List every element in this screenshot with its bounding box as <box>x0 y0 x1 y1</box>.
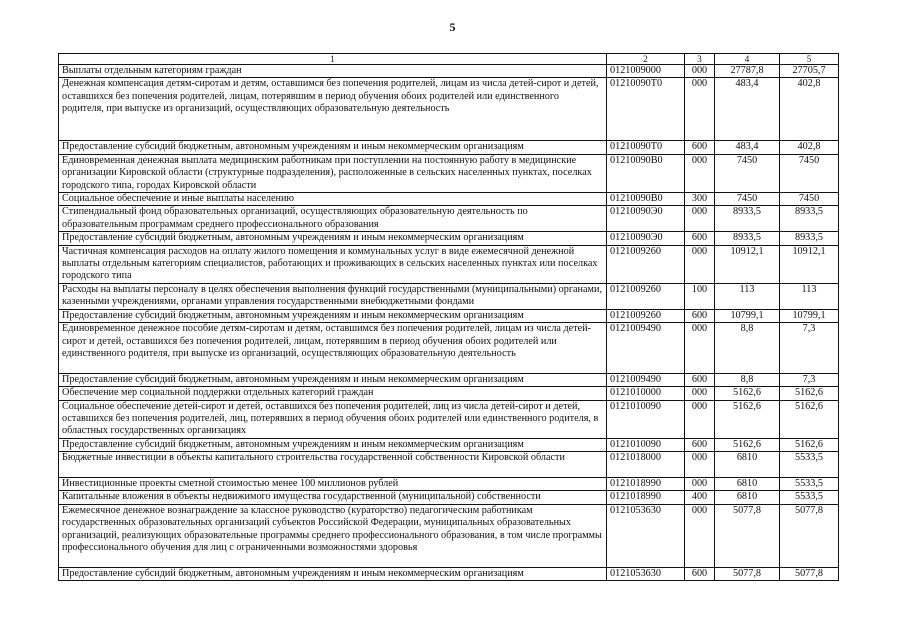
row-amount-1-cell: 5077,8 <box>715 504 780 567</box>
table-row <box>59 387 839 400</box>
row-csr-cell: 01210090Т0 <box>607 141 685 154</box>
row-amount-1-cell: 483,4 <box>715 78 780 141</box>
row-name-cell: Частичная компенсация расходов на оплату жилого помещения и коммунальных услуг в виде ежемесячной денежной выплаты отдельным категориям специалистов, работающих и проживающих в сельских населенных пунктах или поселках городского типа <box>59 245 607 283</box>
row-name-cell: Предоставление субсидий бюджетным, автономным учреждениям и иным некоммерческим организациям <box>59 141 607 154</box>
row-amount-1-cell: 6810 <box>715 491 780 504</box>
table-row <box>59 438 839 451</box>
row-csr-cell: 0121010090 <box>607 438 685 451</box>
row-csr-cell: 0121010000 <box>607 387 685 400</box>
header-col-csr: 2 <box>607 54 685 65</box>
row-name-cell: Капитальные вложения в объекты недвижимого имущества государственной (муниципальной) собственности <box>59 491 607 504</box>
table-row <box>59 504 839 567</box>
row-vr-cell: 600 <box>685 309 715 322</box>
row-vr-cell: 300 <box>685 193 715 206</box>
row-amount-1-cell: 10912,1 <box>715 245 780 283</box>
row-name-cell: Предоставление субсидий бюджетным, автономным учреждениям и иным некоммерческим организациям <box>59 232 607 245</box>
row-vr-cell: 000 <box>685 387 715 400</box>
row-amount-2-cell: 402,8 <box>780 141 839 154</box>
table-row <box>59 232 839 245</box>
row-amount-2-cell: 5533,5 <box>780 477 839 490</box>
row-csr-cell: 0121010090 <box>607 400 685 438</box>
row-name-cell: Расходы на выплаты персоналу в целях обеспечения выполнения функций государственными (муниципальными) органами, казенными учреждениями, органами управления государственными внебюджетными фондами <box>59 283 607 309</box>
row-amount-2-cell: 5162,6 <box>780 400 839 438</box>
row-amount-1-cell: 6810 <box>715 477 780 490</box>
table-row <box>59 78 839 141</box>
row-vr-cell: 400 <box>685 491 715 504</box>
row-csr-cell: 0121053630 <box>607 567 685 580</box>
header-col-amount-2: 5 <box>780 54 839 65</box>
row-csr-cell: 0121009260 <box>607 309 685 322</box>
header-row <box>59 54 839 65</box>
row-amount-1-cell: 8933,5 <box>715 232 780 245</box>
row-vr-cell: 000 <box>685 323 715 374</box>
row-name-cell: Социальное обеспечение и иные выплаты населению <box>59 193 607 206</box>
header-col-amount-1: 4 <box>715 54 780 65</box>
row-vr-cell: 600 <box>685 567 715 580</box>
row-amount-1-cell: 6810 <box>715 452 780 478</box>
row-amount-2-cell: 10799,1 <box>780 309 839 322</box>
table-row <box>59 206 839 232</box>
row-amount-1-cell: 113 <box>715 283 780 309</box>
table-row <box>59 567 839 580</box>
row-csr-cell: 0121009490 <box>607 323 685 374</box>
row-vr-cell: 000 <box>685 452 715 478</box>
table-row <box>59 400 839 438</box>
row-vr-cell: 000 <box>685 504 715 567</box>
row-name-cell: Социальное обеспечение детей-сирот и детей, оставшихся без попечения родителей, лиц из числа детей-сирот и детей, оставшихся без попечения родителей, лиц, потерявших в период обучения обоих родителей или единственного родителя, в областных государственных организациях <box>59 400 607 438</box>
row-name-cell: Инвестиционные проекты сметной стоимостью менее 100 миллионов рублей <box>59 477 607 490</box>
row-amount-1-cell: 483,4 <box>715 141 780 154</box>
row-amount-2-cell: 402,8 <box>780 78 839 141</box>
row-name-cell: Предоставление субсидий бюджетным, автономным учреждениям и иным некоммерческим организациям <box>59 438 607 451</box>
page-number: 5 <box>449 20 456 34</box>
table-row <box>59 141 839 154</box>
row-amount-1-cell: 8,8 <box>715 373 780 386</box>
row-amount-2-cell: 8933,5 <box>780 206 839 232</box>
row-csr-cell: 0121009000 <box>607 65 685 78</box>
row-amount-2-cell: 7450 <box>780 154 839 192</box>
row-amount-2-cell: 5077,8 <box>780 567 839 580</box>
row-amount-2-cell: 8933,5 <box>780 232 839 245</box>
row-vr-cell: 000 <box>685 400 715 438</box>
row-vr-cell: 000 <box>685 245 715 283</box>
row-amount-2-cell: 5162,6 <box>780 438 839 451</box>
row-name-cell: Предоставление субсидий бюджетным, автономным учреждениям и иным некоммерческим организациям <box>59 309 607 322</box>
row-amount-1-cell: 7450 <box>715 193 780 206</box>
row-amount-2-cell: 5162,6 <box>780 387 839 400</box>
row-vr-cell: 000 <box>685 154 715 192</box>
row-csr-cell: 0121018990 <box>607 491 685 504</box>
row-name-cell: Ежемесячное денежное вознаграждение за классное руководство (кураторство) педагогическим работникам государственных образовательных организаций субъектов Российской Федерации, муниципальных образовательных организаций, реализующих образовательные программы среднего профессионального образования, в том числе программы профессионального обучения для лиц с ограниченными возможностями здоровья <box>59 504 607 567</box>
row-csr-cell: 01210090Э0 <box>607 206 685 232</box>
row-csr-cell: 0121018000 <box>607 452 685 478</box>
row-csr-cell: 0121009260 <box>607 245 685 283</box>
row-csr-cell: 0121009260 <box>607 283 685 309</box>
header-col-name: 1 <box>59 54 607 65</box>
row-vr-cell: 600 <box>685 373 715 386</box>
table-row <box>59 65 839 78</box>
row-amount-1-cell: 10799,1 <box>715 309 780 322</box>
row-amount-1-cell: 5162,6 <box>715 400 780 438</box>
budget-table <box>58 53 839 581</box>
table-row <box>59 309 839 322</box>
row-vr-cell: 000 <box>685 78 715 141</box>
row-amount-2-cell: 113 <box>780 283 839 309</box>
table-row <box>59 154 839 192</box>
table-row <box>59 491 839 504</box>
row-vr-cell: 600 <box>685 141 715 154</box>
row-vr-cell: 100 <box>685 283 715 309</box>
row-amount-1-cell: 5162,6 <box>715 438 780 451</box>
row-csr-cell: 01210090В0 <box>607 193 685 206</box>
row-amount-1-cell: 5162,6 <box>715 387 780 400</box>
row-amount-1-cell: 8933,5 <box>715 206 780 232</box>
row-csr-cell: 01210090Э0 <box>607 232 685 245</box>
row-amount-1-cell: 8,8 <box>715 323 780 374</box>
row-amount-2-cell: 10912,1 <box>780 245 839 283</box>
row-amount-2-cell: 5533,5 <box>780 491 839 504</box>
row-amount-1-cell: 27787,8 <box>715 65 780 78</box>
table-row <box>59 283 839 309</box>
row-vr-cell: 600 <box>685 232 715 245</box>
row-name-cell: Единовременное денежное пособие детям-сиротам и детям, оставшимся без попечения родителей, лицам из числа детей-сирот и детей, оставшихся без попечения родителей, лицам, потерявшим в период обучения обоих родителей или единственного родителя, при выпуске из организаций, осуществляющих образовательную деятельность <box>59 323 607 374</box>
row-name-cell: Бюджетные инвестиции в объекты капитального строительства государственной собственности Кировской области <box>59 452 607 478</box>
table-row <box>59 477 839 490</box>
row-vr-cell: 000 <box>685 477 715 490</box>
row-vr-cell: 000 <box>685 65 715 78</box>
row-name-cell: Стипендиальный фонд образовательных организаций, осуществляющих образовательную деятельность по образовательным программам среднего профессионального образования <box>59 206 607 232</box>
row-vr-cell: 000 <box>685 206 715 232</box>
row-name-cell: Выплаты отдельным категориям граждан <box>59 65 607 78</box>
row-name-cell: Денежная компенсация детям-сиротам и детям, оставшимся без попечения родителей, лицам из числа детей-сирот и детей, оставшихся без попечения родителей, лицам, потерявшим в период обучения обоих родителей или единственного родителя, при выпуске из организаций, осуществляющих образовательную деятельность <box>59 78 607 141</box>
table-row <box>59 373 839 386</box>
row-name-cell: Обеспечение мер социальной поддержки отдельных категорий граждан <box>59 387 607 400</box>
row-csr-cell: 0121053630 <box>607 504 685 567</box>
table-row <box>59 323 839 374</box>
row-amount-2-cell: 5077,8 <box>780 504 839 567</box>
row-amount-2-cell: 5533,5 <box>780 452 839 478</box>
row-amount-1-cell: 7450 <box>715 154 780 192</box>
row-vr-cell: 600 <box>685 438 715 451</box>
table-row <box>59 245 839 283</box>
row-csr-cell: 01210090В0 <box>607 154 685 192</box>
row-amount-1-cell: 5077,8 <box>715 567 780 580</box>
table-body <box>59 65 839 581</box>
row-csr-cell: 0121009490 <box>607 373 685 386</box>
table-header <box>59 54 839 65</box>
row-amount-2-cell: 7,3 <box>780 323 839 374</box>
row-name-cell: Предоставление субсидий бюджетным, автономным учреждениям и иным некоммерческим организациям <box>59 373 607 386</box>
row-amount-2-cell: 27705,7 <box>780 65 839 78</box>
header-col-vr: 3 <box>685 54 715 65</box>
row-name-cell: Единовременная денежная выплата медицинским работникам при поступлении на постоянную работу в медицинские организации Кировской области (структурные подразделения), расположенные в сельских населенных пунктах, поселках городского типа, городах Кировской области <box>59 154 607 192</box>
table-row <box>59 193 839 206</box>
row-amount-2-cell: 7,3 <box>780 373 839 386</box>
row-amount-2-cell: 7450 <box>780 193 839 206</box>
row-csr-cell: 01210090Т0 <box>607 78 685 141</box>
table-row <box>59 452 839 478</box>
row-csr-cell: 0121018990 <box>607 477 685 490</box>
row-name-cell: Предоставление субсидий бюджетным, автономным учреждениям и иным некоммерческим организациям <box>59 567 607 580</box>
